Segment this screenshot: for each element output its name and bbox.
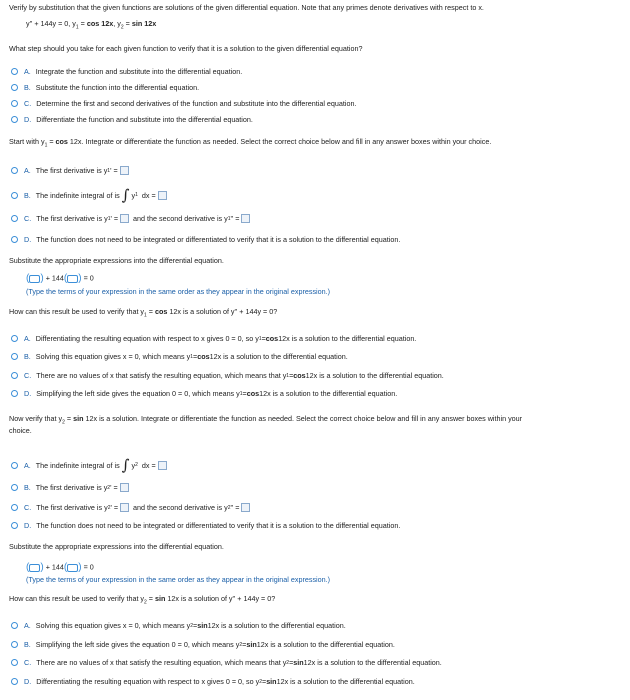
radio-icon[interactable] <box>11 353 18 360</box>
radio-icon[interactable] <box>11 641 18 648</box>
radio-icon[interactable] <box>11 116 18 123</box>
y2-option-c[interactable]: C. The first derivative is y 2 ' = and the second derivative is y 2 '' = <box>11 503 252 512</box>
radio-icon[interactable] <box>11 100 18 107</box>
radio-icon[interactable] <box>11 462 18 469</box>
q1-option-b[interactable]: B. Substitute the function into the differential equation. <box>11 83 199 92</box>
radio-icon[interactable] <box>11 167 18 174</box>
y2-result-option-d[interactable]: D. Differentiating the resulting equation with respect to x gives 0 = 0, so y 2 = sin 12x is a solution to the differential equation. <box>11 677 415 686</box>
y1-option-d[interactable]: D. The function does not need to be integrated or differentiated to verify that it is a solution to the differential equation. <box>11 235 400 244</box>
y2-instructions-cont: choice. <box>9 426 32 435</box>
answer-box[interactable] <box>241 503 250 512</box>
y2-result-option-b[interactable]: B. Simplifying the left side gives the equation 0 = 0, which means y 2 = sin 12x is a solution to the differential equation. <box>11 640 395 649</box>
y2-option-b[interactable]: B. The first derivative is y 2 ' = <box>11 483 131 492</box>
radio-icon[interactable] <box>11 390 18 397</box>
answer-box[interactable] <box>120 214 129 223</box>
integral-icon: ∫ <box>121 186 130 204</box>
q1-option-d[interactable]: D. Differentiate the function and substitute into the differential equation. <box>11 115 253 124</box>
radio-icon[interactable] <box>11 622 18 629</box>
radio-icon[interactable] <box>11 504 18 511</box>
radio-icon[interactable] <box>11 372 18 379</box>
y2-instructions: Now verify that $y_2 = \sin 12x$ is a solution. Integrate or differentiate the function as needed. Select the correct choice below and fill in any answer boxes within your <box>9 414 523 426</box>
q1-prompt: What step should you take for each given function to verify that it is a solution to the given differential equation? <box>9 44 363 53</box>
radio-icon[interactable] <box>11 678 18 685</box>
y2-option-a[interactable]: A. The indefinite integral of is ∫ y 2 dx = <box>11 460 169 470</box>
y1-result-option-d[interactable]: D. Simplifying the left side gives the equation 0 = 0, which means y 1 = cos 12x is a solution to the differential equation. <box>11 389 397 398</box>
q1-option-a[interactable]: A. Integrate the function and substitute into the differential equation. <box>11 67 242 76</box>
y2-how-question: How can this result be used to verify that $y_2 = \sin 12x$ is a solution of y'' + 144y = 0? <box>9 594 276 606</box>
answer-box[interactable] <box>120 166 129 175</box>
answer-box[interactable] <box>241 214 250 223</box>
answer-box[interactable] <box>120 503 129 512</box>
y1-option-b[interactable]: B. The indefinite integral of is ∫ y 1 dx = <box>11 190 169 200</box>
problem-intro: Verify by substitution that the given functions are solutions of the given differential equation. Note that any primes denote derivatives with respect to x. <box>9 3 484 12</box>
answer-box[interactable] <box>29 275 40 283</box>
y2-expression-input: ( ) + 144( ) = 0 <box>26 562 94 573</box>
radio-icon[interactable] <box>11 659 18 666</box>
radio-icon[interactable] <box>11 84 18 91</box>
radio-icon[interactable] <box>11 484 18 491</box>
answer-box[interactable] <box>120 483 129 492</box>
radio-icon[interactable] <box>11 192 18 199</box>
y1-instructions: Start with $y_1 = \cos 12x$. Integrate or differentiate the function as needed. Select the correct choice below and fill in any answer boxes within your choice. <box>9 137 492 149</box>
y1-substitute-label: Substitute the appropriate expressions into the differential equation. <box>9 256 224 265</box>
answer-box[interactable] <box>67 275 78 283</box>
y2-result-option-a[interactable]: A. Solving this equation gives x = 0, which means y 2 = sin 12x is a solution to the differential equation. <box>11 621 346 630</box>
answer-box[interactable] <box>158 191 167 200</box>
y1-option-a[interactable]: A. The first derivative is y 1 ' = <box>11 166 131 175</box>
radio-icon[interactable] <box>11 68 18 75</box>
answer-box[interactable] <box>29 564 40 572</box>
y1-result-option-b[interactable]: B. Solving this equation gives x = 0, which means y 1 = cos 12x is a solution to the differential equation. <box>11 352 348 361</box>
radio-icon[interactable] <box>11 236 18 243</box>
answer-box[interactable] <box>158 461 167 470</box>
radio-icon[interactable] <box>11 215 18 222</box>
y1-expression-input: ( ) + 144( ) = 0 <box>26 273 94 284</box>
radio-icon[interactable] <box>11 522 18 529</box>
y2-option-d[interactable]: D. The function does not need to be integrated or differentiated to verify that it is a solution to the differential equation. <box>11 521 400 530</box>
answer-box[interactable] <box>67 564 78 572</box>
radio-icon[interactable] <box>11 335 18 342</box>
y1-type-note: (Type the terms of your expression in the same order as they appear in the original expression.) <box>26 287 331 296</box>
y1-option-c[interactable]: C. The first derivative is y 1 ' = and the second derivative is y 1 '' = <box>11 214 252 223</box>
y2-substitute-label: Substitute the appropriate expressions into the differential equation. <box>9 542 224 551</box>
y1-how-question: How can this result be used to verify that $y_1 = \cos 12x$ is a solution of y'' + 144y = 0? <box>9 307 278 319</box>
y1-result-option-c[interactable]: C. There are no values of x that satisfy the resulting equation, which means that y 1 = cos 12x is a solution to the differential equation. <box>11 371 444 380</box>
y1-result-option-a[interactable]: A. Differentiating the resulting equation with respect to x gives 0 = 0, so y 1 = cos 12x is a solution to the differential equation. <box>11 334 416 343</box>
integral-icon: ∫ <box>121 456 130 474</box>
problem-equation: y'' + 144y = 0, $y_1 = \cos 12x$, $y_2 = \sin 12x$ <box>26 19 157 31</box>
y2-type-note: (Type the terms of your expression in the same order as they appear in the original expression.) <box>26 575 331 584</box>
q1-option-c[interactable]: C. Determine the first and second derivatives of the function and substitute into the differential equation. <box>11 99 357 108</box>
y2-result-option-c[interactable]: C. There are no values of x that satisfy the resulting equation, which means that y 2 = sin 12x is a solution to the differential equation. <box>11 658 442 667</box>
